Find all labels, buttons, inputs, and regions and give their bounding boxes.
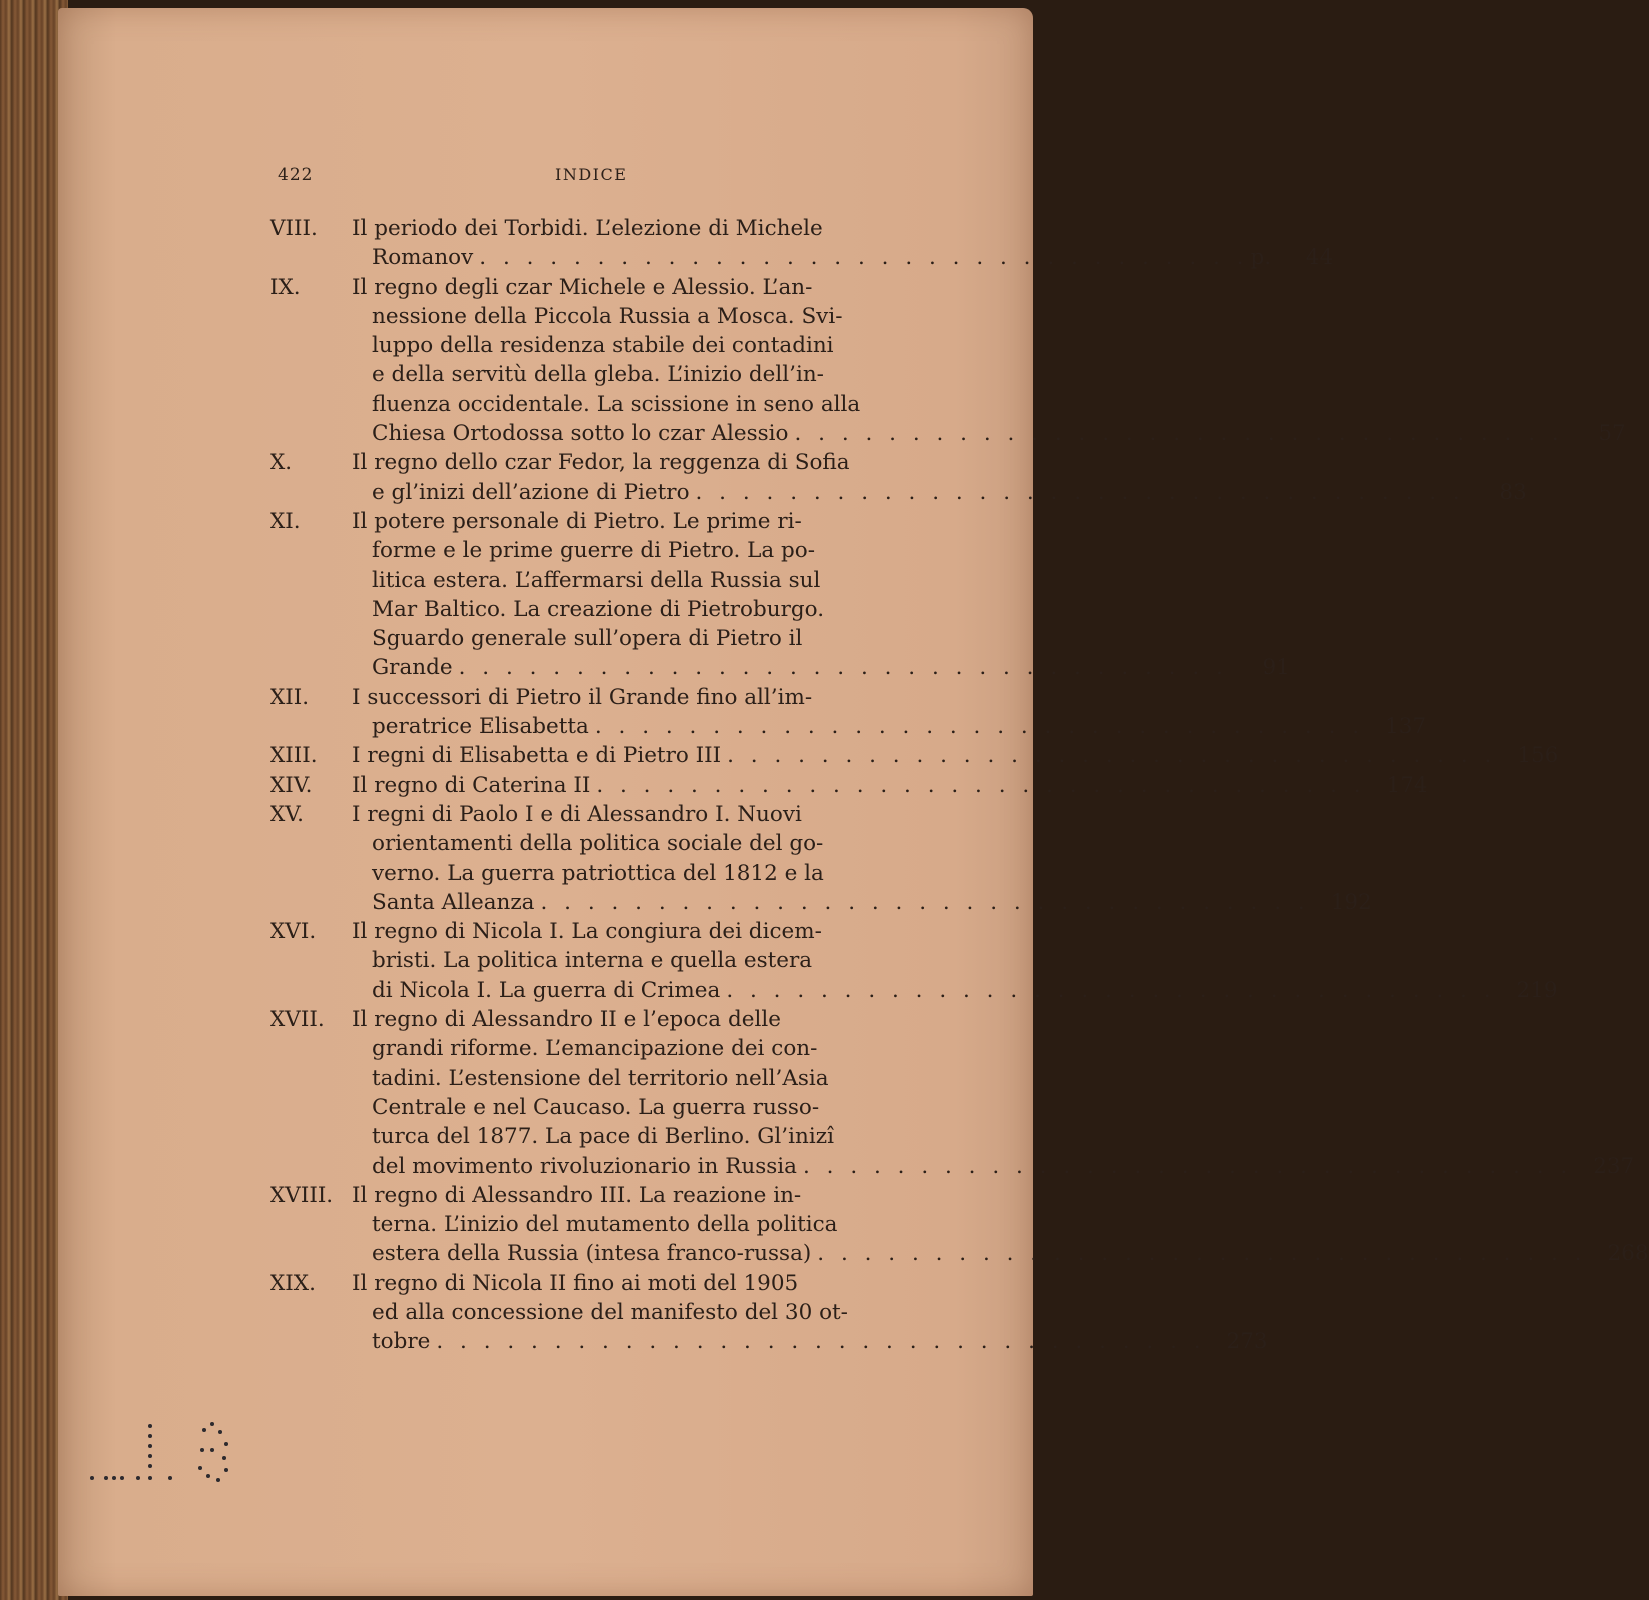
chapter-number: XVII. bbox=[270, 1007, 325, 1033]
dot-leader: . . . . . . . . . . . . . . . . . . . . . . . . . . . . . . . . . bbox=[540, 889, 1310, 915]
perforation-stamp bbox=[90, 1420, 250, 1490]
toc-line bbox=[352, 1210, 1649, 1239]
dot-leader: . . . . . . . . . . . . . . . . . . . . . . . . . . . . . . . . . bbox=[458, 655, 1228, 681]
toc-line bbox=[352, 829, 1372, 858]
stamp-dot bbox=[198, 1466, 202, 1470]
toc-page-number: 57 bbox=[1598, 421, 1626, 447]
dot-leader: . . . . . . . . . . . . . . . . . . . . . . . . . . . . . . . . . bbox=[794, 421, 1564, 447]
toc-line bbox=[352, 360, 1626, 389]
stamp-dot bbox=[206, 1474, 210, 1478]
chapter-number: VIII. bbox=[270, 216, 318, 241]
dot-leader: . . . . . . . . . . . . . . . . . . . . . . . . . . . . . . . . . bbox=[726, 977, 1496, 1003]
toc-line bbox=[352, 214, 1333, 243]
toc-line-text: Romanov bbox=[372, 245, 474, 271]
dot-leader: . . . . . . . . . . . . . . . . . . . . . . . . . . . . . . . . . bbox=[803, 1153, 1573, 1179]
toc-line bbox=[352, 536, 1290, 565]
toc-line-text: Grande bbox=[372, 655, 453, 681]
dot-leader: . . . . . . . . . . . . . . . . . . . . . . . . . . . . . . . . . bbox=[594, 714, 1365, 740]
toc-line-text: Il regno di Nicola I. La congiura dei dicem- bbox=[352, 919, 822, 945]
toc-line bbox=[352, 1327, 1268, 1356]
stamp-dot bbox=[148, 1454, 152, 1458]
toc-page-number: 192 bbox=[1330, 889, 1372, 915]
toc-line bbox=[352, 478, 1527, 507]
toc-page-number: 156 bbox=[1517, 743, 1559, 769]
chapter-title bbox=[352, 917, 1558, 1005]
stamp-dot bbox=[136, 1476, 140, 1480]
toc-line-text: verno. La guerra patriottica del 1812 e la bbox=[372, 860, 824, 886]
toc-line-text: litica estera. L’affermarsi della Russia sul bbox=[372, 567, 821, 593]
toc-line bbox=[352, 273, 1626, 302]
chapter-title bbox=[352, 1269, 1268, 1357]
toc-line bbox=[352, 624, 1290, 653]
toc-line bbox=[352, 800, 1372, 829]
toc-line-text: tobre bbox=[372, 1329, 431, 1355]
toc-line-text: orientamenti della politica sociale del go- bbox=[372, 831, 824, 857]
stamp-dot bbox=[200, 1448, 204, 1452]
stamp-dot bbox=[168, 1476, 172, 1480]
toc-line-text: grandi riforme. L’emancipazione dei con- bbox=[372, 1036, 818, 1062]
toc-line-text: I successori di Pietro il Grande fino all’im- bbox=[352, 684, 813, 710]
chapter-title bbox=[352, 214, 1333, 273]
toc-line bbox=[352, 859, 1372, 888]
dot-leader: . . . . . . . . . . . . . . . . . . . . . . . . . . . . . . . . . bbox=[479, 245, 1249, 271]
toc-entry bbox=[258, 214, 1334, 273]
toc-line-text: e della servitù della gleba. L’inizio dell’in- bbox=[372, 362, 824, 388]
dot-leader: . . . . . . . . . . . . . . . . . . . . . . . . . . . . . . . . . bbox=[817, 1241, 1587, 1267]
toc-line-text: fluenza occidentale. La scissione in seno alla bbox=[372, 391, 861, 417]
toc-entry bbox=[258, 1005, 1635, 1181]
stamp-dot bbox=[104, 1476, 108, 1480]
toc-page-number: 44 bbox=[1305, 245, 1334, 271]
toc-line bbox=[352, 712, 1426, 741]
toc-entry bbox=[258, 1181, 1649, 1269]
toc-line-text: I regni di Paolo I e di Alessandro I. Nuovi bbox=[352, 801, 802, 827]
toc-line bbox=[352, 1239, 1649, 1268]
toc-line-text: estera della Russia (intesa franco-russa) bbox=[372, 1241, 812, 1267]
toc-entry bbox=[258, 800, 1372, 917]
stamp-dot bbox=[202, 1428, 206, 1432]
toc-line bbox=[352, 302, 1626, 331]
toc-line bbox=[352, 1122, 1634, 1151]
toc-line-text: Il periodo dei Torbidi. L’elezione di Michele bbox=[352, 216, 823, 241]
toc-line-text: Il regno di Nicola II fino ai moti del 1905 bbox=[352, 1270, 799, 1296]
toc-line bbox=[352, 1269, 1268, 1298]
dot-leader: . . . . . . . . . . . . . . . . . . . . . . . . . . . . . . . . . bbox=[596, 772, 1366, 798]
toc-line-text: ed alla concessione del manifesto del 30 ot- bbox=[372, 1299, 848, 1325]
chapter-title bbox=[352, 273, 1626, 449]
toc-line bbox=[352, 976, 1558, 1005]
toc-line bbox=[352, 1034, 1634, 1063]
toc-line-text: Il regno di Alessandro II e l’epoca delle bbox=[352, 1007, 781, 1033]
toc-line-text: di Nicola I. La guerra di Crimea bbox=[372, 977, 721, 1003]
toc-line bbox=[352, 1064, 1634, 1093]
chapter-number: XII. bbox=[270, 684, 310, 710]
chapter-number: XIII. bbox=[270, 743, 318, 769]
stamp-dot bbox=[120, 1476, 124, 1480]
toc-page-number: 237 bbox=[1593, 1153, 1635, 1179]
toc-page-number: 83 bbox=[1499, 479, 1527, 505]
toc-line bbox=[352, 331, 1626, 360]
toc-line-text: peratrice Elisabetta bbox=[372, 714, 589, 740]
toc-line bbox=[352, 946, 1558, 975]
toc-line bbox=[352, 507, 1290, 536]
stamp-dot bbox=[112, 1476, 116, 1480]
toc-line bbox=[352, 683, 1426, 712]
toc-page-number: 137 bbox=[1385, 714, 1427, 740]
toc-line bbox=[352, 741, 1558, 770]
page-number: 422 bbox=[278, 165, 314, 185]
toc-line bbox=[352, 653, 1290, 682]
toc-line bbox=[352, 917, 1558, 946]
toc-line-text: bristi. La politica interna e quella estera bbox=[372, 948, 813, 974]
toc-line-text: del movimento rivoluzionario in Russia bbox=[372, 1153, 797, 1179]
toc-line bbox=[352, 1298, 1268, 1327]
dot-leader: . . . . . . . . . . . . . . . . . . . . . . . . . . . . . . . . . bbox=[727, 743, 1497, 769]
toc-line bbox=[352, 566, 1290, 595]
toc-line-text: nessione della Piccola Russia a Mosca. Svi- bbox=[372, 303, 843, 329]
toc-line bbox=[352, 1093, 1634, 1122]
toc-page-number: 273 bbox=[1226, 1329, 1268, 1355]
toc-line bbox=[352, 888, 1372, 917]
toc-line-text: luppo della residenza stabile dei contadini bbox=[372, 333, 834, 359]
stamp-dot bbox=[224, 1468, 228, 1472]
stamp-dot bbox=[224, 1442, 228, 1446]
toc-line-text: Il regno di Alessandro III. La reazione in- bbox=[352, 1182, 802, 1208]
toc-page-number: 268 bbox=[1607, 1241, 1649, 1267]
stamp-dot bbox=[216, 1478, 220, 1482]
toc-line-text: Il regno di Caterina II bbox=[352, 772, 591, 798]
toc-entry bbox=[258, 917, 1558, 1005]
chapter-title bbox=[352, 771, 1428, 800]
chapter-number: XI. bbox=[270, 508, 301, 534]
toc-line-text: Santa Alleanza bbox=[372, 889, 535, 915]
stamp-dot bbox=[210, 1422, 214, 1426]
page-header bbox=[0, 165, 1039, 191]
chapter-title bbox=[352, 507, 1290, 683]
toc-entry bbox=[258, 1269, 1268, 1357]
stamp-dot bbox=[148, 1444, 152, 1448]
toc-line-text: terna. L’inizio del mutamento della politica bbox=[372, 1212, 838, 1238]
toc-entry bbox=[258, 741, 1559, 770]
toc-line bbox=[352, 1005, 1634, 1034]
toc-line-text: Il regno dello czar Fedor, la reggenza di Sofia bbox=[352, 450, 850, 476]
chapter-number: XVI. bbox=[270, 919, 317, 945]
toc-entry bbox=[258, 771, 1428, 800]
stamp-dot bbox=[148, 1476, 152, 1480]
toc-line bbox=[352, 771, 1428, 800]
stamp-dot bbox=[218, 1430, 222, 1434]
chapter-number: XV. bbox=[270, 801, 304, 827]
dot-leader: . . . . . . . . . . . . . . . . . . . . . . . . . . . . . . . . . bbox=[436, 1329, 1206, 1355]
toc-line bbox=[352, 390, 1626, 419]
toc-line bbox=[352, 595, 1290, 624]
chapter-number: XVIII. bbox=[270, 1182, 334, 1208]
chapter-title bbox=[352, 800, 1372, 917]
toc-line-text: Chiesa Ortodossa sotto lo czar Alessio bbox=[372, 421, 789, 447]
toc-line-text: I regni di Elisabetta e di Pietro III bbox=[352, 743, 722, 769]
toc-entry bbox=[258, 683, 1427, 742]
toc-line bbox=[352, 1152, 1634, 1181]
toc-page-number: 174 bbox=[1386, 772, 1428, 798]
chapter-number: XIX. bbox=[270, 1270, 316, 1296]
dot-leader: . . . . . . . . . . . . . . . . . . . . . . . . . . . . . . . . . bbox=[695, 479, 1465, 505]
toc-line-text: turca del 1877. La pace di Berlino. Gl’inizî bbox=[372, 1124, 834, 1150]
chapter-number: IX. bbox=[270, 274, 301, 300]
chapter-number: XIV. bbox=[270, 772, 313, 798]
stamp-dot bbox=[148, 1424, 152, 1428]
chapter-title bbox=[352, 448, 1527, 507]
toc-entry bbox=[258, 507, 1290, 683]
chapter-title bbox=[352, 683, 1426, 742]
toc-line-text: Sguardo generale sull’opera di Pietro il bbox=[372, 626, 803, 652]
chapter-title bbox=[352, 1005, 1634, 1181]
toc-entry bbox=[258, 273, 1626, 449]
chapter-title bbox=[352, 1181, 1649, 1269]
toc-page-number: 91 bbox=[1262, 655, 1290, 681]
toc-line-text: Centrale e nel Caucaso. La guerra russo- bbox=[372, 1094, 820, 1120]
chapter-number: X. bbox=[270, 450, 293, 476]
toc-line bbox=[352, 419, 1626, 448]
page-prefix: p. bbox=[1250, 245, 1272, 271]
stamp-dot bbox=[222, 1456, 226, 1460]
toc-page-number: 219 bbox=[1516, 977, 1558, 1003]
toc-line-text: tadini. L’estensione del territorio nell’Asia bbox=[372, 1065, 829, 1091]
toc-line bbox=[352, 448, 1527, 477]
stamp-dot bbox=[90, 1476, 94, 1480]
stamp-dot bbox=[148, 1464, 152, 1468]
toc-entry bbox=[258, 448, 1527, 507]
toc-line-text: Mar Baltico. La creazione di Pietroburgo. bbox=[372, 596, 825, 622]
toc-line bbox=[352, 243, 1333, 272]
toc-line bbox=[352, 1181, 1649, 1210]
stamp-dot bbox=[148, 1434, 152, 1438]
toc-line-text: Il regno degli czar Michele e Alessio. L’an- bbox=[352, 274, 813, 300]
running-title: INDICE bbox=[555, 165, 628, 184]
toc-line-text: forme e le prime guerre di Pietro. La po- bbox=[372, 538, 816, 564]
toc-line-text: Il potere personale di Pietro. Le prime ri- bbox=[352, 508, 802, 534]
chapter-title bbox=[352, 741, 1558, 770]
table-of-contents bbox=[258, 214, 1649, 1357]
toc-line-text: e gl’inizi dell’azione di Pietro bbox=[372, 479, 690, 505]
stamp-dot bbox=[210, 1448, 214, 1452]
